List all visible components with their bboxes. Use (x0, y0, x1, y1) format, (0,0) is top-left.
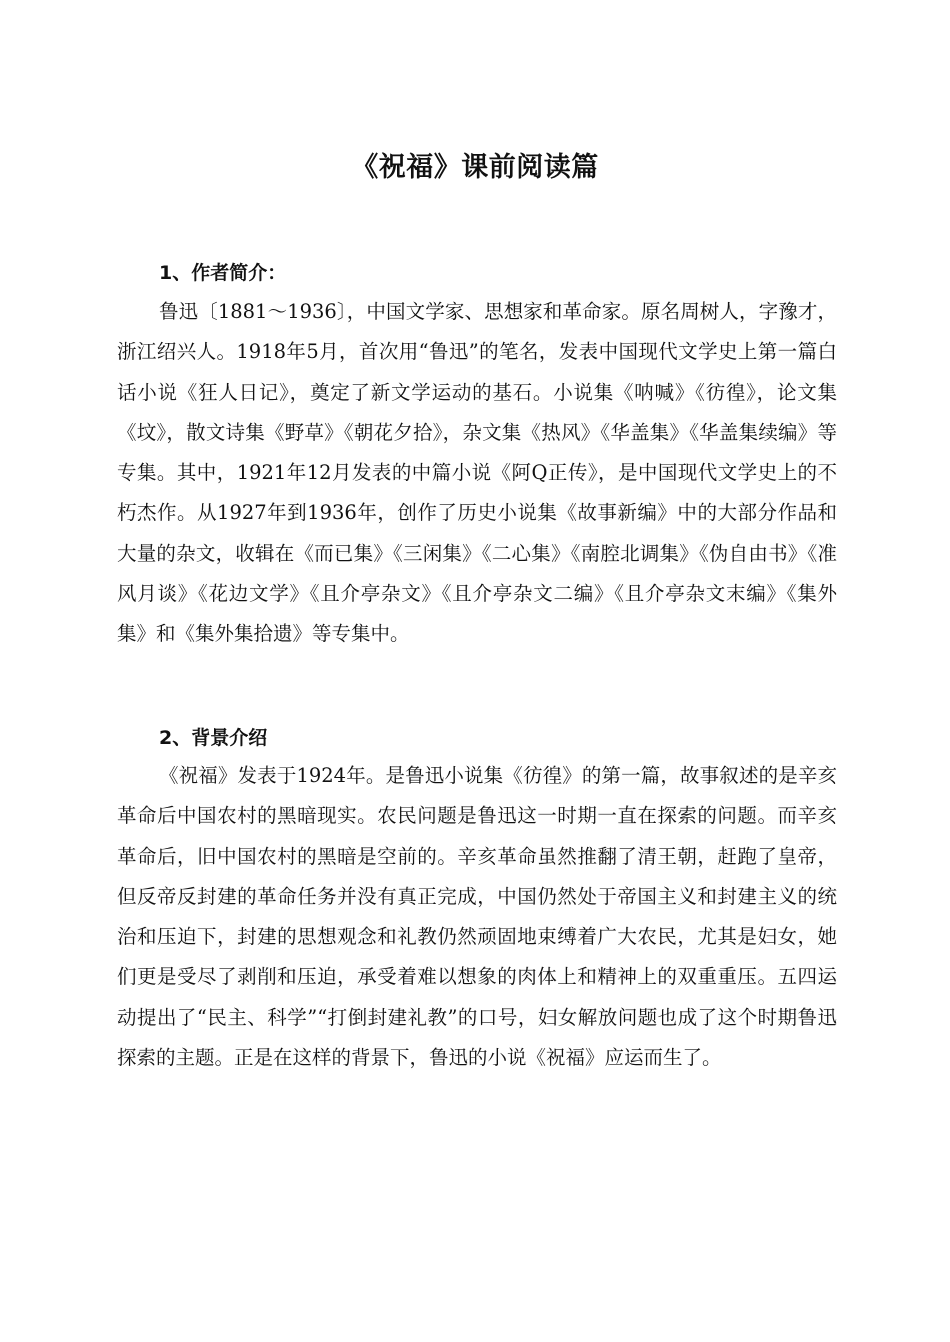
section-heading: 2、背景介绍 (159, 727, 268, 749)
section-author-intro (117, 255, 837, 655)
section-paragraph: 《祝福》发表于1924年。是鲁迅小说集《彷徨》的第一篇，故事叙述的是辛亥革命后中国农村的黑暗现实。农民问题是鲁迅这一时期一直在探索的问题。而辛亥革命后，旧中国农村的黑暗是空前的。辛亥革命虽然推翻了清王朝，赶跑了皇帝，但反帝反封建的革命任务并没有真正完成，中国仍然处于帝国主义和封建主义的统治和压迫下，封建的思想观念和礼教仍然顽固地束缚着广大农民，尤其是妇女，她们更是受尽了剥削和压迫，承受着难以想象的肉体上和精神上的双重重压。五四运动提出了“民主、科学”“打倒封建礼教”的口号，妇女解放问题也成了这个时期鲁迅探索的主题。正是在这样的背景下，鲁迅的小说《祝福》应运而生了。 (117, 764, 837, 1070)
section-heading: 1、作者简介： (159, 262, 287, 284)
section-background (117, 720, 837, 1078)
section-paragraph: 鲁迅〔1881～1936〕，中国文学家、思想家和革命家。原名周树人，字豫才，浙江绍兴人。1918年5月，首次用“鲁迅”的笔名，发表中国现代文学史上第一篇白话小说《狂人日记》，奠定了新文学运动的基石。小说集《呐喊》《彷徨》，论文集《坟》，散文诗集《野草》《朝花夕拾》，杂文集《热风》《华盖集》《华盖集续编》等专集。其中，1921年12月发表的中篇小说《阿Q正传》，是中国现代文学史上的不朽杰作。从1927年到1936年，创作了历史小说集《故事新编》中的大部分作品和大量的杂文，收辑在《而已集》《三闲集》《二心集》《南腔北调集》《伪自由书》《准风月谈》《花边文学》《且介亭杂文》《且介亭杂文二编》《且介亭杂文末编》《集外集》和《集外集拾遗》等专集中。 (117, 300, 837, 646)
document-title: 《祝福》课前阅读篇 (351, 152, 599, 183)
